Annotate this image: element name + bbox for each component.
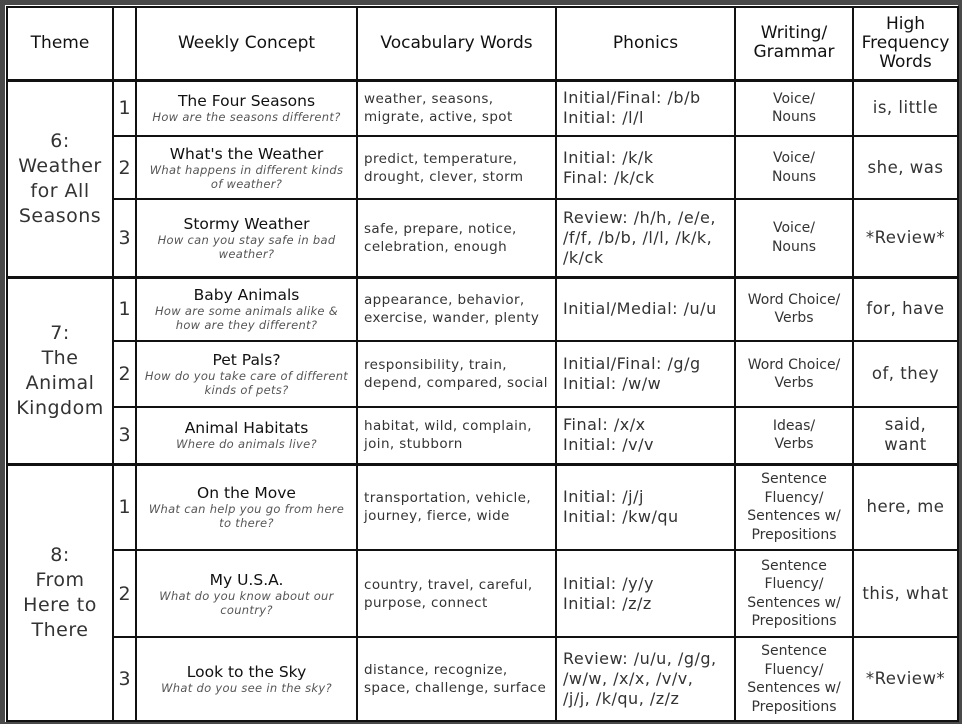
weekly-concept [136,80,357,136]
vocabulary-words: country, travel, careful, purpose, connect [357,550,556,637]
table-row [7,464,958,550]
table-row [7,341,958,407]
concept-title: My U.S.A. [209,570,284,589]
essential-question: What happens in different kinds of weather? [149,162,344,191]
phonics: Final: /x/x Initial: /v/v [556,407,735,464]
concept-title: Baby Animals [193,286,300,305]
concept-title: What's the Weather [169,144,324,163]
essential-question: How are some animals alike & how are they different? [154,304,339,333]
weekly-concept [136,277,357,341]
high-frequency-words: here, me [853,464,958,550]
phonics: Review: /h/h, /e/e, /f/f, /b/b, /l/l, /k/k, /k/ck [556,199,735,277]
week-number: 1 [113,80,136,136]
theme-cell-unit-8: 8: From Here to There [7,464,113,721]
week-number: 1 [113,464,136,550]
phonics: Initial/Medial: /u/u [556,277,735,341]
phonics: Initial: /y/y Initial: /z/z [556,550,735,637]
essential-question: What do you see in the sky? [161,681,332,695]
writing-grammar: Ideas/ Verbs [735,407,853,464]
week-number: 3 [113,199,136,277]
vocabulary-words: weather, seasons, migrate, active, spot [357,80,556,136]
essential-question: Where do animals live? [176,437,317,452]
writing-grammar: Voice/ Nouns [735,136,853,199]
high-frequency-words: of, they [853,341,958,407]
phonics: Initial: /k/k Final: /k/ck [556,136,735,199]
weekly-concept [136,407,357,464]
week-number: 2 [113,550,136,637]
phonics: Initial/Final: /b/b Initial: /l/l [556,80,735,136]
vocabulary-words: distance, recognize, space, challenge, surface [357,637,556,721]
high-frequency-words: for, have [853,277,958,341]
week-number: 3 [113,407,136,464]
essential-question: What do you know about our country? [159,588,334,617]
high-frequency-words: said, want [853,407,958,464]
high-frequency-words: she, was [853,136,958,199]
header-theme: Theme [7,7,113,80]
week-number: 1 [113,277,136,341]
writing-grammar: Word Choice/ Verbs [735,341,853,407]
vocabulary-words: safe, prepare, notice, celebration, enough [357,199,556,277]
table-row [7,80,958,136]
weekly-concept [136,136,357,199]
concept-title: Look to the Sky [186,663,307,681]
theme-cell-unit-7: 7: The Animal Kingdom [7,277,113,464]
concept-title: The Four Seasons [177,92,316,111]
phonics: Initial: /j/j Initial: /kw/qu [556,464,735,550]
weekly-concept [136,550,357,637]
week-number: 2 [113,341,136,407]
table-row [7,407,958,464]
header-weekly-concept: Weekly Concept [136,7,357,80]
header-writing-grammar: Writing/ Grammar [735,7,853,80]
vocabulary-words: transportation, vehicle, journey, fierce, wide [357,464,556,550]
header-high-frequency-words: High Frequency Words [853,7,958,80]
weekly-concept [136,199,357,277]
theme-cell-unit-6: 6: Weather for All Seasons [7,80,113,277]
week-number: 3 [113,637,136,721]
high-frequency-words: this, what [853,550,958,637]
writing-grammar: Sentence Fluency/ Sentences w/ Prepositions [735,464,853,550]
table-row [7,199,958,277]
writing-grammar: Voice/ Nouns [735,199,853,277]
vocabulary-words: predict, temperature, drought, clever, storm [357,136,556,199]
weekly-concept [136,464,357,550]
header-phonics: Phonics [556,7,735,80]
essential-question: How are the seasons different? [152,110,341,125]
essential-question: How can you stay safe in bad weather? [157,232,336,261]
phonics: Review: /u/u, /g/g, /w/w, /x/x, /v/v, /j/j, /k/qu, /z/z [556,637,735,721]
phonics: Initial/Final: /g/g Initial: /w/w [556,341,735,407]
scope-and-sequence-page [5,5,958,722]
header-vocabulary-words: Vocabulary Words [357,7,556,80]
writing-grammar: Sentence Fluency/ Sentences w/ Prepositions [735,637,853,721]
concept-title: On the Move [197,484,296,503]
writing-grammar: Voice/ Nouns [735,80,853,136]
scope-and-sequence-table [6,6,959,722]
writing-grammar: Word Choice/ Verbs [735,277,853,341]
concept-title: Stormy Weather [183,214,310,233]
essential-question: What can help you go from here to there? [148,502,345,531]
concept-title: Pet Pals? [212,351,281,369]
header-week [113,7,136,80]
high-frequency-words: *Review* [853,637,958,721]
weekly-concept [136,637,357,721]
week-number: 2 [113,136,136,199]
weekly-concept [136,341,357,407]
writing-grammar: Sentence Fluency/ Sentences w/ Prepositions [735,550,853,637]
high-frequency-words: is, little [853,80,958,136]
table-row [7,550,958,637]
table-row [7,136,958,199]
high-frequency-words: *Review* [853,199,958,277]
table-row [7,277,958,341]
essential-question: How do you take care of different kinds of pets? [144,369,349,397]
table-row [7,637,958,721]
header-row [7,7,958,80]
concept-title: Animal Habitats [184,419,309,438]
vocabulary-words: responsibility, train, depend, compared, social [357,341,556,407]
vocabulary-words: habitat, wild, complain, join, stubborn [357,407,556,464]
vocabulary-words: appearance, behavior, exercise, wander, plenty [357,277,556,341]
